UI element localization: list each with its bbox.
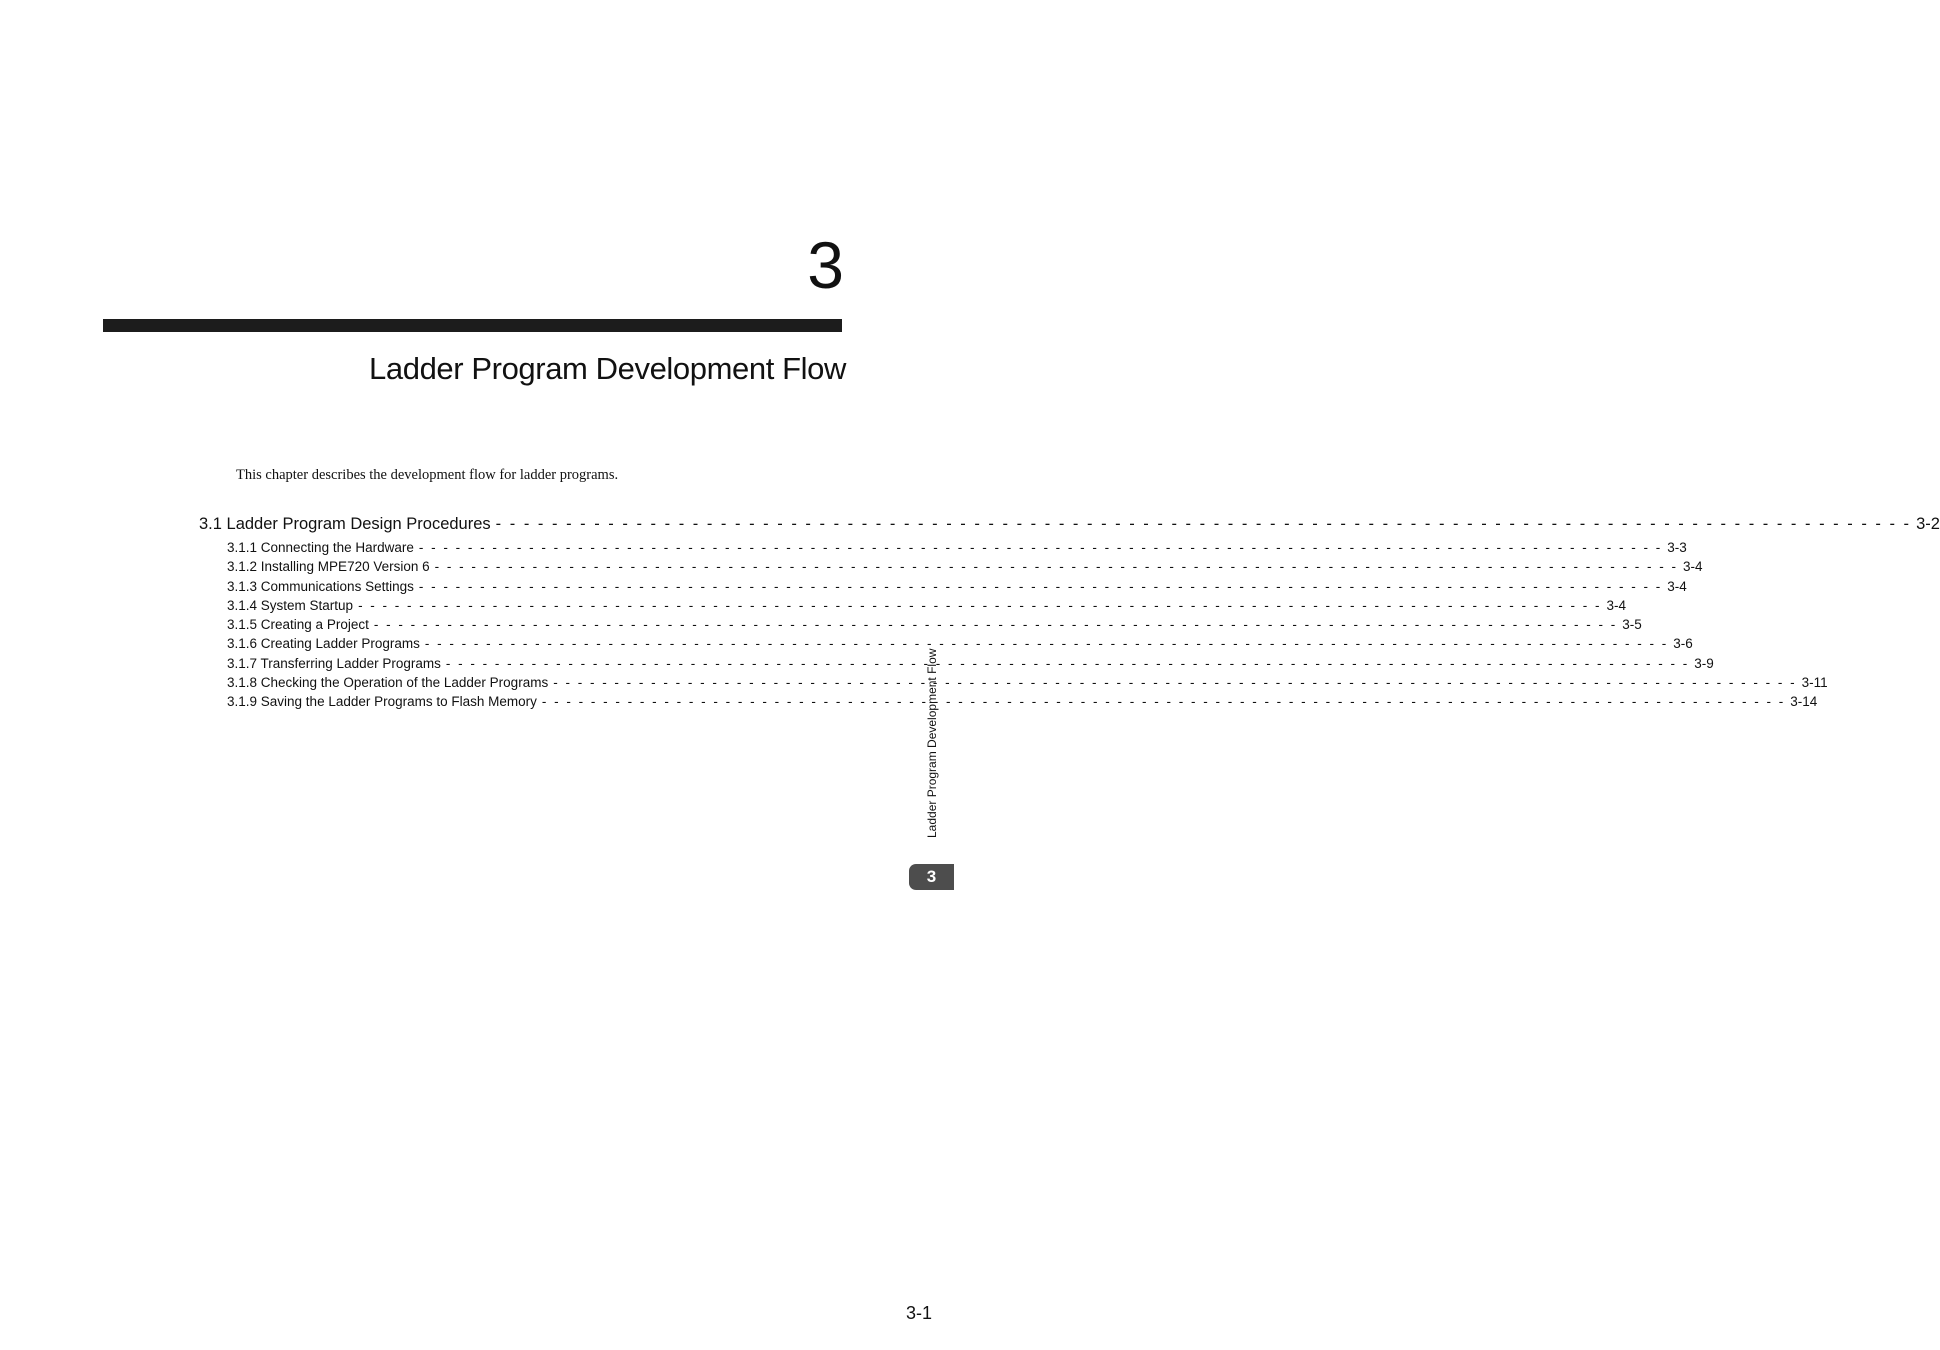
toc-item-3-1-9[interactable] <box>227 694 1818 709</box>
toc-leader-dots: - - - - - - - - - - - - - - - - - - - - - - - - - - - - - - - - - - - - - - - - - - - - - - - - - - - - - - - - - - - - - - - - - - - - - - - - - - - - - - - - - - - - - - - - - - - - - - - - - - - - - - <box>553 675 1797 690</box>
toc-entry-page: 3-2 <box>1916 515 1940 533</box>
toc-entry-title: 3.1.8 Checking the Operation of the Ladder Programs <box>227 675 549 690</box>
toc-leader-dots: - - - - - - - - - - - - - - - - - - - - - - - - - - - - - - - - - - - - - - - - - - - - - - - - - - - - - - - - - - - - - - - - - - - - - - - - - - - - - - - - - - - - - - - - - - - - - - - - - - - - - - <box>434 559 1679 574</box>
toc-entry-title: 3.1.3 Communications Settings <box>227 579 414 594</box>
toc-entry-page: 3-4 <box>1606 598 1626 613</box>
toc-entry-title: 3.1.5 Creating a Project <box>227 617 369 632</box>
toc-leader-dots: - - - - - - - - - - - - - - - - - - - - - - - - - - - - - - - - - - - - - - - - - - - - - - - - - - - - - - - - - - - - - - - - - - - - - - - - - - - - - - - - - - - - - - - - - - - - - - - - - - - - - - <box>373 617 1618 632</box>
toc-entry-page: 3-14 <box>1790 694 1818 709</box>
chapter-divider <box>103 319 842 332</box>
toc-entry-page: 3-4 <box>1667 579 1687 594</box>
toc-item-3-1-7[interactable] <box>227 656 1714 671</box>
toc-leader-dots: - - - - - - - - - - - - - - - - - - - - - - - - - - - - - - - - - - - - - - - - - - - - - - - - - - - - - - - - - - - - - - - - - - - - - - - - - - - - - - - - - - - - - - - - - - - - - - - - - - - - - - <box>418 579 1663 594</box>
toc-entry-title: 3.1 Ladder Program Design Procedures <box>199 515 491 533</box>
toc-entry-title: 3.1.4 System Startup <box>227 598 354 613</box>
toc-item-3-1-6[interactable] <box>227 636 1693 651</box>
toc-entry-title: 3.1.2 Installing MPE720 Version 6 <box>227 559 430 574</box>
toc-item-3-1-3[interactable] <box>227 579 1687 594</box>
toc-item-3-1-2[interactable] <box>227 559 1703 574</box>
toc-leader-dots: - - - - - - - - - - - - - - - - - - - - - - - - - - - - - - - - - - - - - - - - - - - - - - - - - - - - - - - - - - - - - - - - - - - - - - - - - - - - - - - - - - - - - - - - - - - - - - - - - - - - - - <box>445 656 1690 671</box>
toc-entry-page: 3-4 <box>1683 559 1703 574</box>
toc-item-3-1-1[interactable] <box>227 540 1687 555</box>
toc-entry-page: 3-3 <box>1667 540 1687 555</box>
toc-leader-dots: - - - - - - - - - - - - - - - - - - - - - - - - - - - - - - - - - - - - - - - - - - - - - - - - - - - - - - - - - - - - - - - - - - - - - - - - - - - - - - - - - - - - - - - - - - - - - - - - - - - - - - <box>418 540 1663 555</box>
toc-entry-page: 3-6 <box>1673 636 1693 651</box>
toc-entry-title: 3.1.1 Connecting the Hardware <box>227 540 414 555</box>
toc-entry-page: 3-5 <box>1622 617 1642 632</box>
toc-leader-dots: - - - - - - - - - - - - - - - - - - - - - - - - - - - - - - - - - - - - - - - - - - - - - - - - - - - - - - - - - - - - - - - - - - - - - - - - - - - - - - - - - - - - - - - - - - - - - - - - - - - - - - <box>424 636 1669 651</box>
chapter-tab-badge: 3 <box>909 864 954 890</box>
page-number: 3-1 <box>905 1303 932 1323</box>
chapter-intro: This chapter describes the development flow for ladder programs. <box>236 467 619 483</box>
chapter-title: Ladder Program Development Flow <box>369 351 846 386</box>
side-tab-label: Ladder Program Development Flow <box>925 648 939 838</box>
toc-entry-title: 3.1.7 Transferring Ladder Programs <box>227 656 441 671</box>
toc-entry-title: 3.1.9 Saving the Ladder Programs to Flash Memory <box>227 694 537 709</box>
toc-section-3-1[interactable] <box>199 515 1940 534</box>
toc-entry-title: 3.1.6 Creating Ladder Programs <box>227 636 420 651</box>
toc-item-3-1-5[interactable] <box>227 617 1642 632</box>
toc-item-3-1-4[interactable] <box>227 598 1626 613</box>
toc-entry-page: 3-11 <box>1801 675 1828 690</box>
toc-entry-page: 3-9 <box>1694 656 1714 671</box>
toc-leader-dots: - - - - - - - - - - - - - - - - - - - - - - - - - - - - - - - - - - - - - - - - - - - - - - - - - - - - - - - - - - - - - - - - - - - - - - - - - - - - - - - - - - - - - - - - - - - - - - - - - - - - - - <box>358 598 1602 613</box>
toc-leader-dots: - - - - - - - - - - - - - - - - - - - - - - - - - - - - - - - - - - - - - - - - - - - - - - - - - - - - - - - - - - - - - - - - - - - - - - - - - - - - - - - - - - - - - - - - - - - - - - - - - - - - - - <box>541 694 1786 709</box>
toc-item-3-1-8[interactable] <box>227 675 1828 690</box>
toc-leader-dots: - - - - - - - - - - - - - - - - - - - - - - - - - - - - - - - - - - - - - - - - - - - - - - - - - - - - - - - - - - - - - - - - - - - - - - - - - - - - - - - - - - - - - - - - - - - - - - - - - - - - - <box>495 515 1912 533</box>
chapter-number: 3 <box>807 228 844 302</box>
